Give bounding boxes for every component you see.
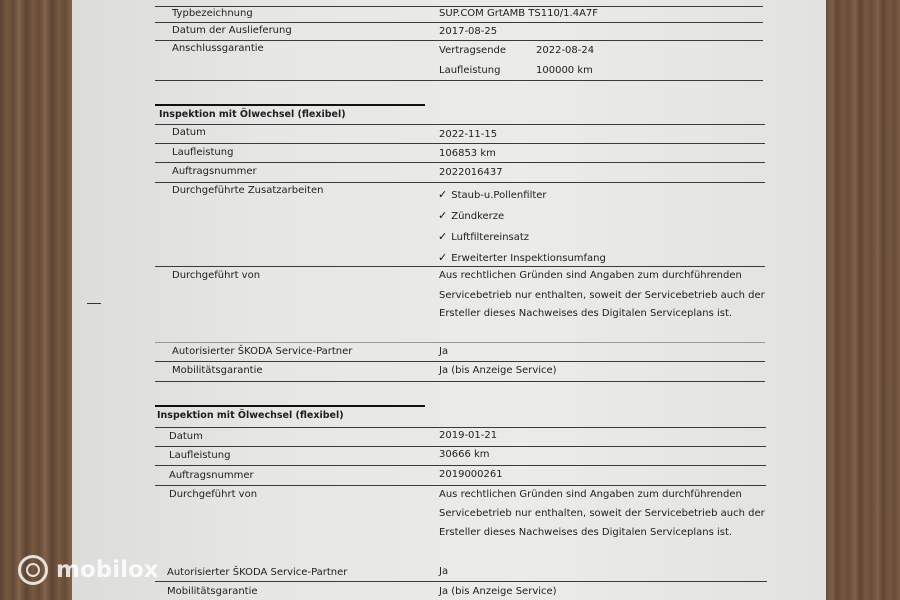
inspection-1-durch-line: Ersteller dieses Nachweises des Digitalen Serviceplans ist. — [439, 308, 733, 319]
row-divider — [155, 6, 763, 7]
checkmark-icon: ✓ — [438, 209, 448, 222]
row-divider — [155, 465, 766, 466]
inspection-1-durch-line: Servicebetrieb nur enthalten, soweit der Servicebetrieb auch der — [439, 290, 765, 301]
typ-label: Typbezeichnung — [172, 8, 253, 19]
inspection-2-mobil-label: Mobilitätsgarantie — [167, 586, 258, 597]
row-divider — [155, 124, 765, 125]
inspection-1-auftrag-value: 2022016437 — [439, 167, 503, 178]
row-divider — [155, 80, 763, 81]
mobilox-logo-icon — [18, 555, 48, 585]
inspection-1-durch-label: Durchgeführt von — [172, 270, 261, 281]
row-divider — [155, 143, 765, 144]
inspection-1-partner-value: Ja — [439, 346, 449, 357]
vertragsende-value: 2022-08-24 — [536, 45, 595, 56]
inspection-1-laufleistung-label: Laufleistung — [172, 147, 234, 158]
inspection-1-durch-line: Aus rechtlichen Gründen sind Angaben zum durchführenden — [439, 270, 742, 281]
row-divider — [155, 342, 765, 343]
inspection-1-laufleistung-value: 106853 km — [439, 148, 496, 159]
inspection-2-durch-line: Ersteller dieses Nachweises des Digitalen Serviceplans ist. — [439, 527, 733, 538]
wood-background-right — [826, 0, 900, 600]
inspection-2-partner-label: Autorisierter ŠKODA Service-Partner — [167, 567, 348, 578]
inspection-2-mobil-value: Ja (bis Anzeige Service) — [439, 586, 557, 597]
row-divider — [155, 162, 765, 163]
inspection-2-partner-value: Ja — [439, 566, 449, 577]
mobilox-watermark — [18, 555, 159, 585]
row-divider — [155, 22, 763, 23]
inspection-1-datum-value: 2022-11-15 — [439, 129, 498, 140]
row-divider — [155, 266, 765, 267]
inspection-2-datum-label: Datum — [169, 431, 203, 442]
watermark-text: mobilox — [56, 557, 159, 583]
zusatz-item: ✓ Luftfiltereinsatz — [438, 230, 530, 243]
anschluss-label: Anschlussgarantie — [172, 43, 264, 54]
inspection-1-title: Inspektion mit Ölwechsel (flexibel) — [159, 109, 346, 120]
row-divider — [155, 40, 763, 41]
inspection-1-auftrag-label: Auftragsnummer — [172, 166, 257, 177]
row-divider — [155, 381, 765, 382]
row-divider — [155, 581, 767, 582]
vertragsende-label: Vertragsende — [439, 45, 507, 56]
inspection-2-durch-label: Durchgeführt von — [169, 489, 258, 500]
zusatz-item: ✓ Zündkerze — [438, 209, 505, 222]
inspection-2-auftrag-label: Auftragsnummer — [169, 470, 254, 481]
inspection-1-mobil-value: Ja (bis Anzeige Service) — [439, 365, 557, 376]
zusatz-item: ✓ Staub-u.Pollenfilter — [438, 188, 547, 201]
inspection-2-laufleistung-value: 30666 km — [439, 449, 490, 460]
garantie-laufleistung-value: 100000 km — [536, 65, 593, 76]
row-divider — [155, 361, 765, 362]
inspection-2-auftrag-value: 2019000261 — [439, 469, 503, 480]
typ-value: SUP.COM GrtAMB TS110/1.4A7F — [439, 8, 599, 19]
row-divider — [155, 427, 766, 428]
auslieferung-label: Datum der Auslieferung — [172, 25, 292, 36]
checkmark-icon: ✓ — [438, 230, 448, 243]
auslieferung-value: 2017-08-25 — [439, 26, 498, 37]
inspection-1-partner-label: Autorisierter ŠKODA Service-Partner — [172, 346, 353, 357]
checkmark-icon: ✓ — [438, 251, 448, 264]
service-document-page — [72, 0, 826, 600]
garantie-laufleistung-label: Laufleistung — [439, 65, 501, 76]
row-divider — [155, 485, 766, 486]
section-rule — [155, 104, 425, 106]
inspection-2-datum-value: 2019-01-21 — [439, 430, 498, 441]
row-divider — [155, 446, 766, 447]
inspection-1-mobil-label: Mobilitätsgarantie — [172, 365, 263, 376]
wood-background-left — [0, 0, 72, 600]
checkmark-icon: ✓ — [438, 188, 448, 201]
inspection-2-durch-line: Aus rechtlichen Gründen sind Angaben zum durchführenden — [439, 489, 742, 500]
inspection-2-laufleistung-label: Laufleistung — [169, 450, 231, 461]
inspection-1-datum-label: Datum — [172, 127, 206, 138]
inspection-1-zusatz-label: Durchgeführte Zusatzarbeiten — [172, 185, 324, 196]
inspection-2-durch-line: Servicebetrieb nur enthalten, soweit der Servicebetrieb auch der — [439, 508, 765, 519]
row-divider — [155, 182, 765, 183]
inspection-2-title: Inspektion mit Ölwechsel (flexibel) — [157, 410, 344, 421]
section-rule — [155, 405, 425, 407]
margin-dash — [87, 303, 101, 304]
zusatz-item: ✓ Erweiterter Inspektionsumfang — [438, 251, 606, 264]
